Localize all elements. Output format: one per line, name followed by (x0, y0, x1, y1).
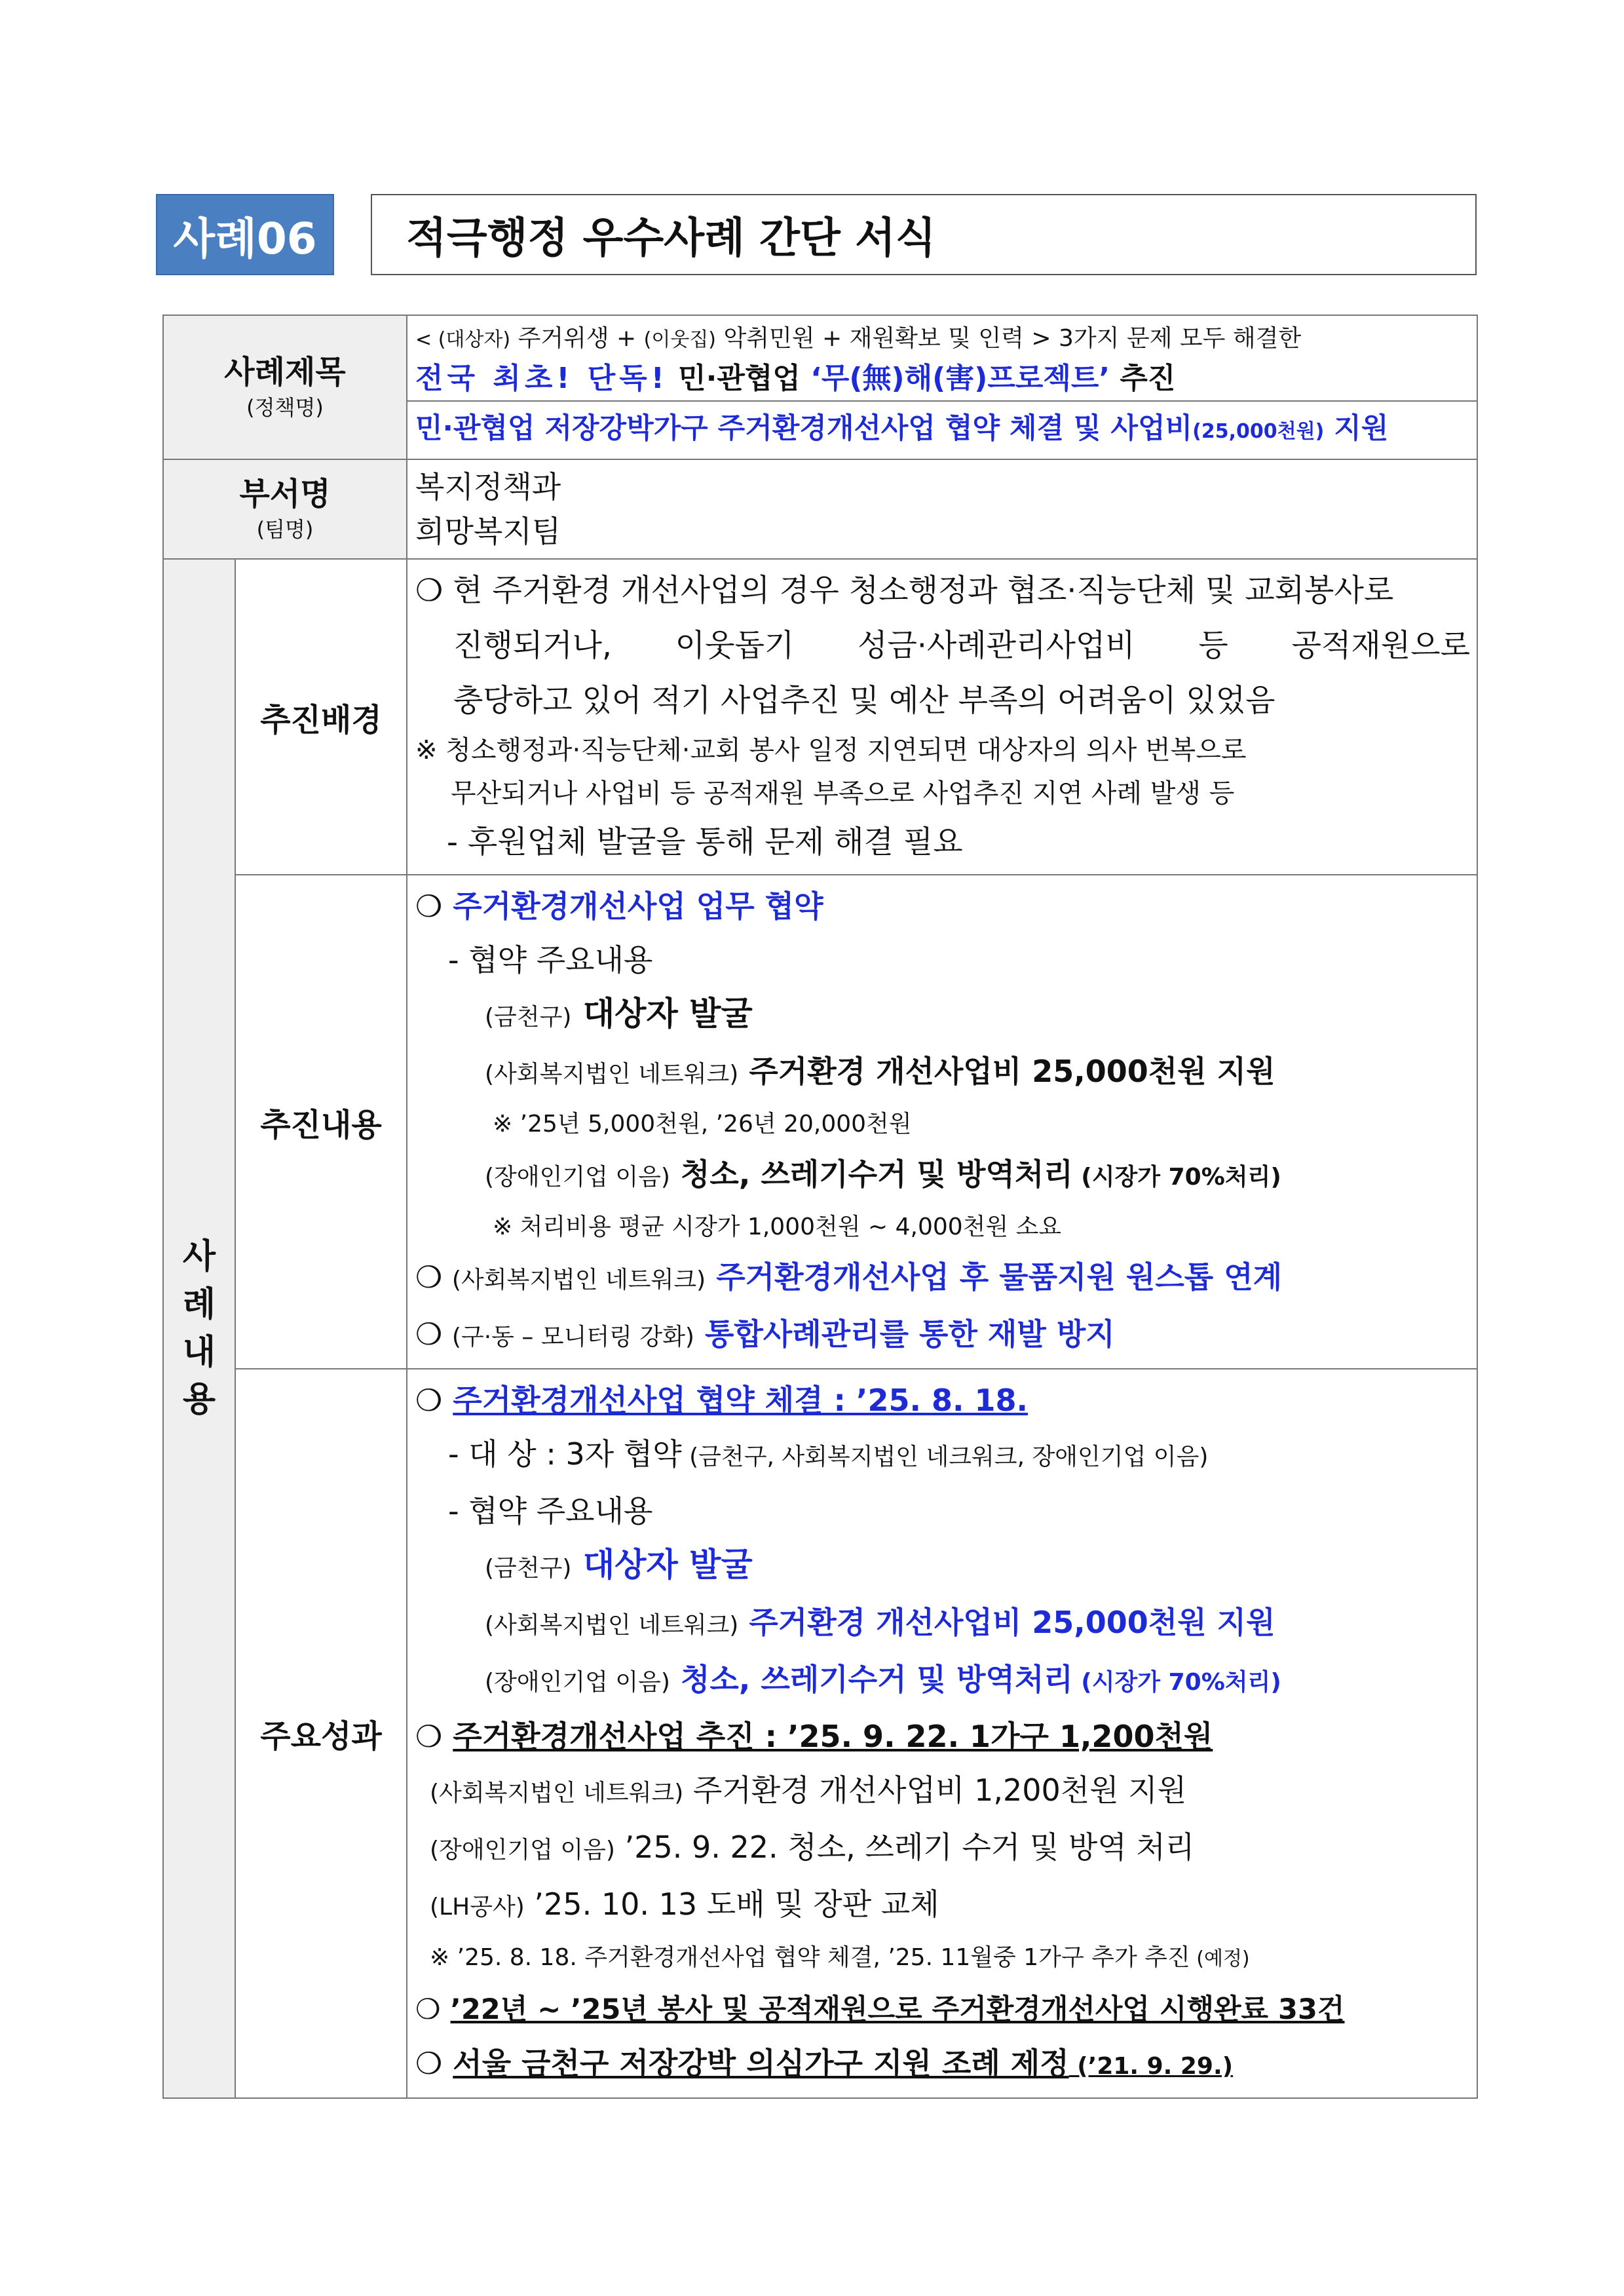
background-label: 추진배경 (235, 559, 407, 875)
results-s3 (415, 1877, 1470, 1934)
details-h1-text: 주거환경개선사업 업무 협약 (453, 889, 823, 924)
department-label-sub: (팀명) (256, 516, 314, 542)
details-r1 (415, 987, 1470, 1044)
results-h3-text: ’22년 ~ ’25년 봉사 및 공적재원으로 주거환경개선사업 시행완료 33건 (450, 1993, 1345, 2026)
department-row (163, 459, 1477, 559)
results-content (407, 1369, 1477, 2098)
results-r2-small: (사회복지법인 네트워크) (485, 1612, 739, 1639)
results-h1-text: 주거환경개선사업 협약 체결 : ’25. 8. 18. (453, 1383, 1028, 1418)
results-h4 (415, 2037, 1470, 2094)
department-line2: 희망복지팀 (415, 514, 561, 549)
details-r3 (415, 1147, 1470, 1204)
details-r2-small: (사회복지법인 네트워크) (485, 1061, 739, 1088)
case-title-line1-text2: 악취민원 + 재원확보 및 인력 > 3가지 문제 모두 해결한 (716, 325, 1302, 352)
details-b2 (415, 1250, 1470, 1307)
results-h4-bullet: ❍ (415, 2046, 453, 2081)
document-title: 적극행정 우수사례 간단 서식 (371, 194, 1477, 275)
details-r3-note: ※ 처리비용 평균 시장가 1,000천원 ~ 4,000천원 소요 (493, 1214, 1062, 1240)
results-h3-bullet: ❍ (415, 1993, 451, 2026)
department-line1: 복지정책과 (415, 469, 561, 505)
background-note-line1: ※ 청소행정과·직능단체·교회 봉사 일정 지연되면 대상자의 의사 번복으로 (415, 735, 1247, 765)
results-r1-text: 대상자 발굴 (571, 1546, 753, 1584)
results-note (415, 1934, 1470, 1983)
case-title-label: 사례제목 (224, 354, 346, 391)
case-title-line1-small2: (이웃집) (643, 328, 717, 351)
results-s3-small: (LH공사) (430, 1894, 525, 1921)
background-note-line2: 무산되거나 사업비 등 공적재원 부족으로 사업추진 지연 사례 발생 등 (451, 778, 1235, 809)
results-note-text: ※ ’25. 8. 18. 주거환경개선사업 협약 체결, ’25. 11월중 1가구 추가 추진 (430, 1944, 1190, 1971)
results-r1 (415, 1538, 1470, 1596)
results-r2-text: 주거환경 개선사업비 25,000천원 지원 (738, 1605, 1275, 1640)
details-h1-bullet: ❍ (415, 889, 453, 924)
details-b2-text: 주거환경개선사업 후 물품지원 원스톱 연계 (706, 1259, 1283, 1295)
background-dash: - 후원업체 발굴을 통해 문제 해결 필요 (447, 824, 963, 860)
case-table (162, 315, 1478, 2099)
case-title-line3-c: 지원 (1324, 412, 1389, 445)
side-char-4: 용 (182, 1380, 216, 1420)
details-label: 추진내용 (235, 875, 407, 1369)
results-target (415, 1427, 1470, 1484)
case-title-line2-end: 추진 (1110, 362, 1176, 395)
results-h2 (415, 1710, 1470, 1763)
results-row (163, 1369, 1477, 2098)
results-s2-text: ’25. 9. 22. 청소, 쓰레기 수거 및 방역 처리 (614, 1829, 1195, 1865)
results-r2 (415, 1596, 1470, 1653)
details-b3-bullet: ❍ (415, 1316, 452, 1352)
case-title-line2-black: 민·관협업 (668, 362, 811, 395)
case-number-badge: 사례06 (156, 194, 334, 275)
background-p1-line2 (415, 619, 1470, 674)
side-char-3: 내 (182, 1332, 216, 1372)
background-p1-line3: 충당하고 있어 적기 사업추진 및 예산 부족의 어려움이 있었음 (453, 683, 1275, 719)
results-s1-text: 주거환경 개선사업비 1,200천원 지원 (683, 1772, 1187, 1808)
results-h1 (415, 1373, 1470, 1427)
results-r3-text: 청소, 쓰레기수거 및 방역처리 (670, 1662, 1073, 1697)
case-title-line2-blue: 전국 최초! 단독! (415, 362, 668, 395)
results-r3 (415, 1653, 1470, 1710)
results-dash: - 협약 주요내용 (448, 1493, 653, 1529)
results-label: 주요성과 (235, 1369, 407, 2098)
results-h4-text: 서울 금천구 저장강박 의심가구 지원 조례 제정 (453, 2046, 1069, 2081)
details-r2 (415, 1044, 1470, 1101)
case-title-label-cell (163, 315, 407, 459)
details-r1-small: (금천구) (485, 1004, 572, 1031)
case-title-value-cell (407, 315, 1477, 459)
department-value-cell (407, 459, 1477, 559)
details-r1-text: 대상자 발굴 (571, 995, 753, 1033)
case-title-label-sub: (정책명) (246, 394, 324, 420)
results-h2-bullet: ❍ (415, 1719, 453, 1754)
background-row (163, 559, 1477, 875)
details-r3-small: (장애인기업 이음) (485, 1164, 670, 1191)
results-h1-bullet: ❍ (415, 1383, 453, 1418)
results-s2-small: (장애인기업 이음) (430, 1837, 615, 1864)
side-char-2: 례 (182, 1284, 216, 1324)
results-h4-tail: (’21. 9. 29.) (1068, 2053, 1234, 2080)
content-side-label (163, 559, 235, 2098)
case-title-line1-text1: 주거위생 + (510, 325, 644, 352)
results-r1-small: (금천구) (485, 1555, 572, 1582)
results-note-tail: (예정) (1190, 1947, 1250, 1970)
background-p1-line1: ❍ 현 주거환경 개선사업의 경우 청소행정과 협조·직능단체 및 교회봉사로 (415, 573, 1394, 609)
case-title-line1 (415, 318, 1470, 357)
case-title-line3 (407, 402, 1477, 459)
details-b2-small: (사회복지법인 네트워크) (451, 1267, 706, 1293)
details-r3-text: 청소, 쓰레기수거 및 방역처리 (670, 1157, 1073, 1192)
details-b2-bullet: ❍ (415, 1259, 452, 1295)
results-r3-small: (장애인기업 이음) (485, 1669, 670, 1696)
details-dash: - 협약 주요내용 (448, 942, 653, 978)
background-content (407, 559, 1477, 875)
details-r3-tail: (시장가 70%처리) (1072, 1164, 1281, 1191)
results-target-small: (금천구, 사회복지법인 네크워크, 장애인기업 이음) (681, 1444, 1209, 1470)
results-s2 (415, 1820, 1470, 1877)
results-h3 (415, 1983, 1470, 2037)
details-content (407, 875, 1477, 1369)
details-b3-text: 통합사례관리를 통한 재발 방지 (694, 1316, 1115, 1352)
details-h1 (415, 879, 1470, 933)
details-b3-small: (구·동 – 모니터링 강화) (451, 1324, 694, 1350)
department-label-cell (163, 459, 407, 559)
results-s1-small: (사회복지법인 네트워크) (430, 1780, 684, 1807)
results-h2-text: 주거환경개선사업 추진 : ’25. 9. 22. 1가구 1,200천원 (453, 1719, 1213, 1754)
case-title-line1-small1: < (대상자) (415, 328, 511, 351)
case-title-line2-quote: ‘무(無)해(害)프로젝트’ (810, 362, 1110, 395)
case-title-row (163, 315, 1477, 459)
case-title-line2 (415, 357, 1470, 400)
details-r2-note: ※ ’25년 5,000천원, ’26년 20,000천원 (493, 1111, 912, 1138)
case-title-line3-b: (25,000천원) (1192, 420, 1325, 443)
details-r2-text: 주거환경 개선사업비 25,000천원 지원 (738, 1054, 1275, 1089)
details-row (163, 875, 1477, 1369)
side-char-1: 사 (182, 1236, 216, 1276)
results-s1 (415, 1763, 1470, 1820)
case-title-line3-a: 민·관협업 저장강박가구 주거환경개선사업 협약 체결 및 사업비 (415, 412, 1193, 445)
department-label: 부서명 (239, 476, 331, 513)
results-s3-text: ’25. 10. 13 도배 및 장판 교체 (524, 1886, 939, 1922)
results-r3-tail: (시장가 70%처리) (1072, 1669, 1281, 1696)
background-p1-line2-text: 진행되거나, 이웃돕기 성금·사례관리사업비 등 공적재원으로 (453, 628, 1471, 664)
details-b3 (415, 1307, 1470, 1364)
results-target-text: - 대 상 : 3자 협약 (448, 1436, 682, 1472)
